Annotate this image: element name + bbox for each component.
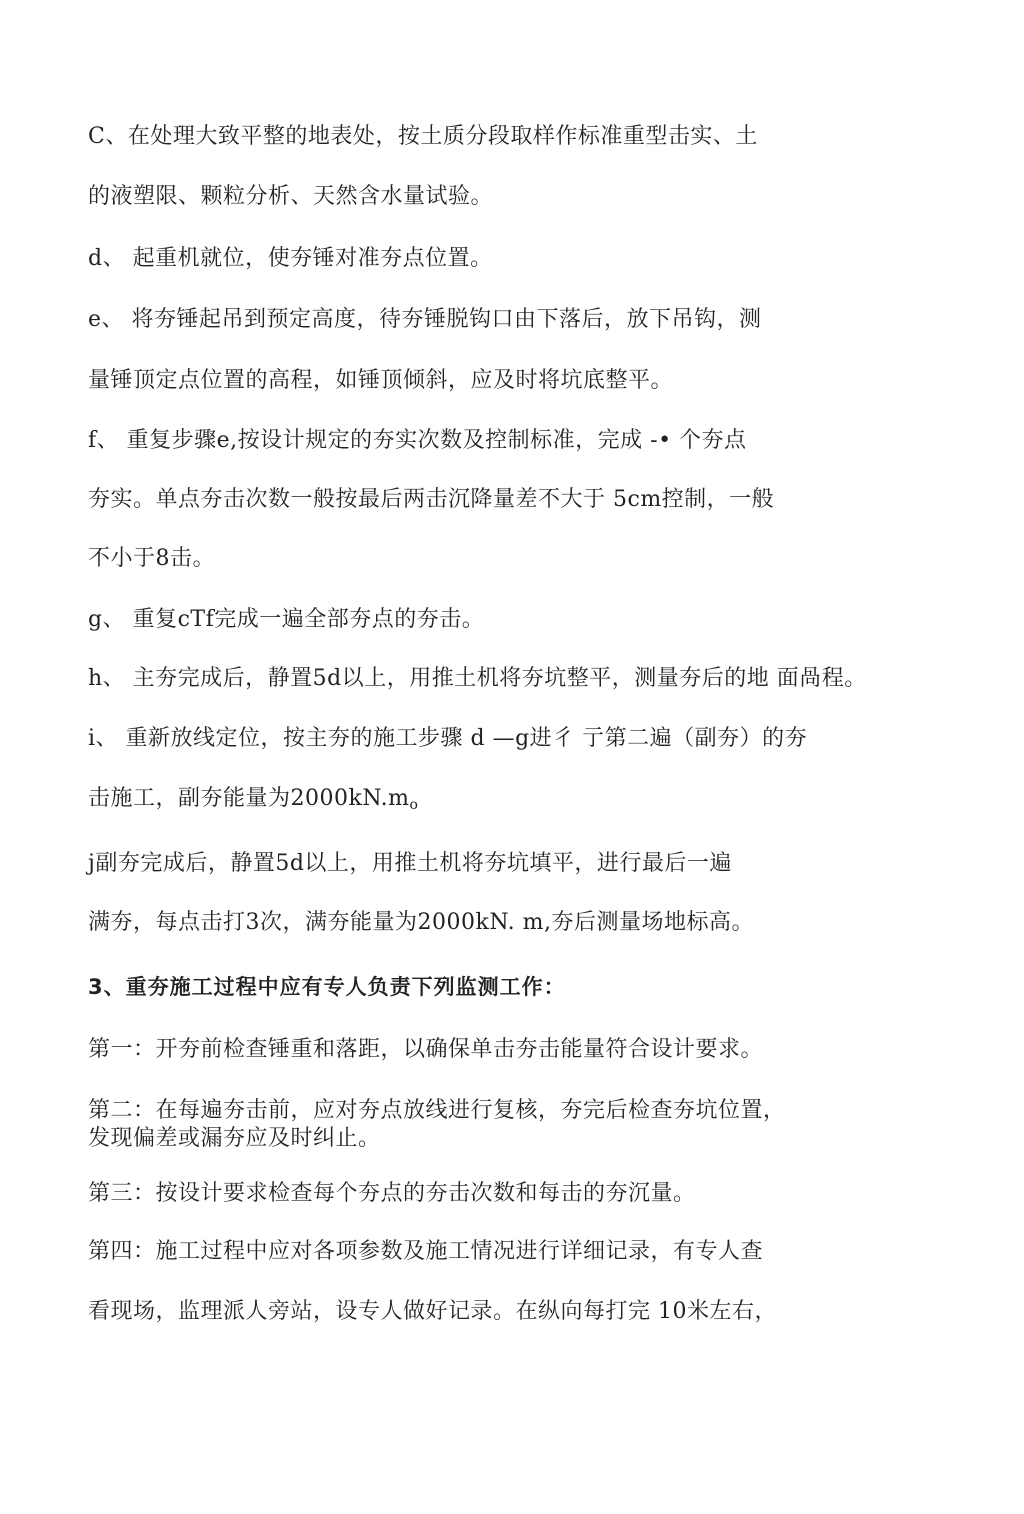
monitoring-item-2-line-2: 发现偏差或漏夯应及时纠止。: [88, 1126, 381, 1151]
monitoring-item-4-line-2: 看现场，监理派人旁站，设专人做好记录。在纵向每打完 10米左右，: [88, 1299, 777, 1324]
monitoring-item-3: 第三：按设计要求检查每个夯点的夯击次数和每击的夯沉量。: [88, 1181, 696, 1206]
paragraph-h: h、 主夯完成后，静置5d以上，用推土机将夯坑整平，测量夯后的地 面咼程。: [88, 666, 867, 691]
paragraph-f-line-1: f、 重复步骤e,按设计规定的夯实次数及控制标准，完成 -• 个夯点: [88, 428, 747, 453]
paragraph-e-line-1: e、 将夯锤起吊到预定高度，待夯锤脱钩口由下落后，放下吊钩，测: [88, 307, 762, 332]
paragraph-i-line-2-suffix: o: [409, 797, 419, 813]
section-heading-3: 3、重夯施工过程中应有专人负责下列监测工作：: [88, 975, 566, 999]
paragraph-c-line-2: 的液塑限、颗粒分析、天然含水量试验。: [88, 184, 494, 209]
paragraph-j-line-1: j副夯完成后，静置5d以上，用推土机将夯坑填平，进行最后一遍: [88, 851, 732, 876]
paragraph-c-line-1: C、在处理大致平整的地表处，按土质分段取样作标准重型击实、土: [88, 124, 758, 149]
paragraph-i-line-1: i、 重新放线定位，按主夯的施工步骤 d —g进彳 亍第二遍（副夯）的夯: [88, 726, 808, 751]
paragraph-i-line-2-text: 击施工，副夯能量为2000kN.m: [88, 786, 410, 811]
paragraph-f-line-3: 不小于8击。: [88, 546, 215, 571]
monitoring-item-4-line-1: 第四：施工过程中应对各项参数及施工情况进行详细记录，有专人查: [88, 1239, 764, 1264]
paragraph-j-line-2: 满夯，每点击打3次，满夯能量为2000kN. m,夯后测量场地标高。: [88, 910, 755, 935]
paragraph-i-line-2: [88, 786, 418, 818]
monitoring-item-2-line-1: 第二：在每遍夯击前，应对夯点放线进行复核，夯完后检查夯坑位置，: [88, 1098, 786, 1123]
monitoring-item-1: 第一：开夯前检查锤重和落距，以确保单击夯击能量符合设计要求。: [88, 1037, 764, 1062]
paragraph-d: d、 起重机就位，使夯锤对准夯点位置。: [88, 246, 493, 271]
paragraph-g: g、 重复cTf完成一遍全部夯点的夯击。: [88, 607, 485, 632]
paragraph-f-line-2: 夯实。单点夯击次数一般按最后两击沉降量差不大于 5cm控制，一般: [88, 487, 775, 512]
paragraph-e-line-2: 量锤顶定点位置的高程，如锤顶倾斜，应及时将坑底整平。: [88, 368, 674, 393]
